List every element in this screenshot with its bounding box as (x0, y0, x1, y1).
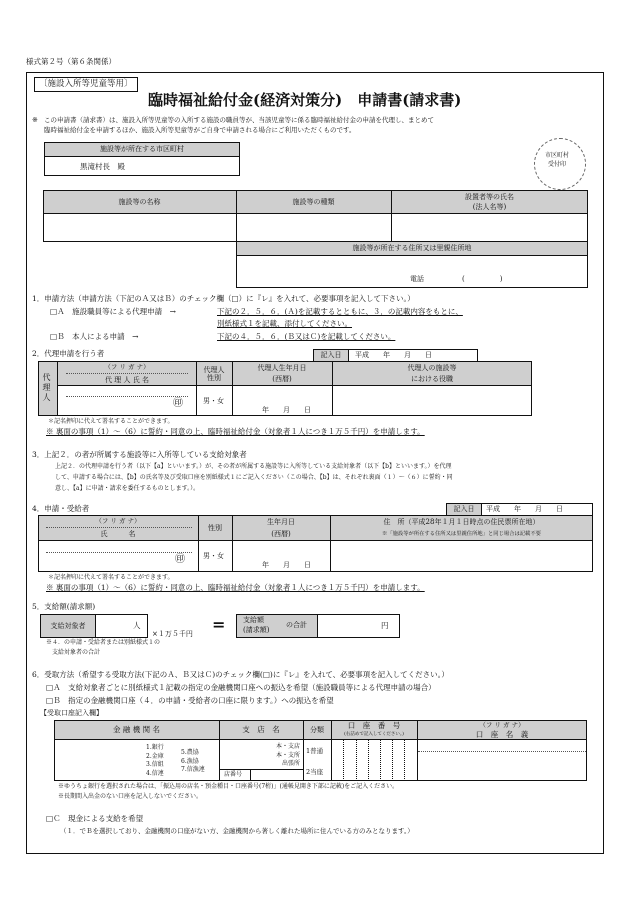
facility-owner-header-1: 設置者等の氏名 (465, 192, 514, 201)
applicant-address-header: 住 所（平成28年１月１日時点の住民票所在地） (383, 518, 540, 527)
dormant-note: ※長期間入出金のない口座を記入しないでください。 (58, 793, 203, 800)
target-count-label: 支給対象者 (40, 614, 96, 638)
multiplier: ×１万５千円 (152, 630, 193, 638)
section6-title: 6．受取方法（希望する受取方法(下記のＡ、Ｂ又はＣ)のチェック欄(□)に『レ』を入れて、必要事項を記入してください。） (32, 670, 449, 679)
applicant-name-field[interactable] (39, 542, 197, 571)
option-a-checkbox[interactable]: □Ａ 施設職員等による代理申請 → (50, 307, 176, 316)
agent-name-header: 代 理 人 氏 名 (105, 375, 149, 384)
bank-type-5: 5.農協 (181, 749, 199, 756)
agent-seal-note: ＊記名押印に代えて署名することができます。 (48, 418, 174, 425)
intro-line-1: この申請書（請求書）は、施設入所等児童等の入所する施設の職員等が、当該児童等に係る臨時福祉給付金の申請を代理し、まとめて (44, 116, 434, 124)
category-label: 〔施設入所等児童等用〕 (34, 77, 138, 92)
option-b-checkbox[interactable]: □Ｂ 本人による申請 → (50, 332, 139, 341)
municipality-header: 施設等が所在する市区町村 (44, 142, 240, 157)
applicant-birth-value[interactable]: 年 月 日 (262, 561, 311, 569)
intro-line-2: 臨時福祉給付金を申請するほか、施設入所等児童等がご自身で申請される場合にご利用いただくものです。 (44, 126, 356, 134)
section3-line-3: 意し、【a】に申請・請求を委任するものとします。）。 (55, 485, 200, 492)
yen-unit: 円 (381, 621, 389, 630)
stamp-line-2: 受付印 (548, 161, 567, 168)
applicant-name-header: 氏 名 (100, 529, 136, 538)
section4-title: 4．申請・受給者 (32, 504, 90, 513)
agent-birth-header-2: (西暦) (272, 374, 292, 383)
section1-title: 1．申請方法（申請方法（下記のＡ又はＢ）のチェック欄（□）に『レ』を入れて、必要事項を記入して下さい。） (32, 294, 415, 303)
applicant-birth-header-2: (西暦) (271, 529, 291, 538)
total-label: の合計 (286, 621, 307, 629)
municipality-value: 黒滝村長 殿 (80, 162, 125, 171)
municipality-field[interactable] (44, 156, 240, 176)
account-number-header: 口 座 番 号 (347, 720, 401, 730)
bank-type-7: 7.信漁連 (181, 766, 205, 774)
account-type-ordinary[interactable]: 1普通 (306, 747, 324, 755)
account-type-header: 分類 (310, 725, 324, 734)
phone-label: 電話 (410, 275, 424, 283)
agent-seal-mark: ㊞ (173, 398, 183, 409)
bank-types-right (181, 749, 205, 775)
facility-address-header: 施設等が所在する住所又は里親住所地 (236, 241, 588, 256)
agent-gender-header: 代理人性別 (203, 365, 225, 382)
equals-sign: = (212, 615, 226, 634)
bank-type-3: 3.信組 (146, 761, 164, 769)
branch-type-2: 本・支所 (276, 751, 301, 759)
receive-option-b[interactable]: □Ｂ 指定の金融機関口座（４．の申請・受給者の口座に限ります。）への振込を希望 (46, 696, 334, 705)
intro-mark: ※ (32, 116, 38, 124)
branch-code-field[interactable] (251, 770, 302, 780)
option-b-text: 下記の４．５．６．(Ｂ又はＣ)を記載してください。 (217, 332, 396, 341)
applicant-seal-note: ＊記名押印に代えて署名することができます。 (48, 574, 174, 581)
bank-types-left (146, 744, 164, 779)
agent-role-header-2: における役職 (411, 374, 453, 383)
agent-birth-header-1: 代理人生年月日 (257, 363, 307, 372)
branch-type-3: 出張所 (282, 760, 301, 768)
bank-type-6: 6.漁協 (181, 757, 199, 765)
applicant-seal-mark: ㊞ (175, 554, 185, 565)
facility-type-header: 施設等の種類 (292, 197, 335, 206)
bank-type-1: 1.銀行 (146, 744, 164, 751)
receive-option-c-note: （１．でＢを選択しており、金融機関の口座がない方、金融機関から著しく離れた場所に住んでいる方のみとなります。） (60, 827, 414, 835)
section4-date-field[interactable]: 平成 年 月 日 (481, 503, 593, 516)
holder-name-field[interactable] (418, 741, 586, 780)
branch-name-field[interactable] (220, 741, 274, 769)
receive-option-c[interactable]: □Ｃ 現金による支給を希望 (46, 814, 144, 823)
account-number-field[interactable] (332, 741, 416, 780)
applicant-birth-header-1: 生年月日 (267, 517, 295, 526)
branch-code-label: 店番号 (224, 771, 243, 778)
applicant-address-field[interactable] (331, 542, 592, 571)
agent-role-field[interactable] (333, 387, 531, 415)
amount-label-1: 支給額 (243, 616, 264, 624)
holder-furigana-header: （フ リ ガ ナ） (479, 720, 525, 729)
holder-name-header: 口 座 名 義 (475, 729, 529, 739)
bank-type-2: 2.金庫 (146, 752, 164, 760)
agent-gender-value[interactable]: 男・女 (203, 397, 224, 405)
section3-line-2: して、申請する場合には、【b】の氏名等及び受取口座を別紙様式１にご記入ください（この場合、【b】は、それぞれ裏面（１）～（６）に誓約・同 (55, 474, 453, 481)
page-title: 臨時福祉給付金(経済対策分) 申請書(請求書) (148, 91, 462, 109)
option-a-text-1: 下記の２．５．６．(Ａ)を記載するとともに、３．の記載内容をもとに、 (217, 307, 463, 316)
option-a-text-2: 別紙様式１を記載、添付してください。 (217, 319, 352, 328)
applicant-gender-header: 性別 (208, 524, 222, 533)
section3-line-1: 上記２．の代理申請を行う者（以下【a】といいます。）が、その者が所属する施設等に入所等している支給対象者（以下【b】といいます。）を代理 (55, 463, 452, 470)
applicant-pledge: ※ 裏面の事項（1）～（6）に誓約・同意の上、臨時福祉給付金（対象者１人につき１万５千円）を申請します。 (46, 583, 425, 592)
section3-title: 3．上記２．の者が所属する施設等に入所等している支給対象者 (32, 450, 247, 459)
agent-side-label: 代理人 (42, 373, 51, 403)
account-number-note: (右詰めで記入してください。) (344, 732, 404, 738)
account-heading: 【受取口座記入欄】 (40, 709, 103, 717)
section5-note-2: 支給対象者の合計 (52, 649, 101, 656)
applicant-gender-value[interactable]: 男・女 (203, 552, 224, 560)
agent-furigana-header: （フ リ ガ ナ） (104, 362, 150, 371)
amount-label-2: (請求額) (243, 626, 270, 634)
branch-type-1: 本・支店 (276, 743, 301, 750)
branch-types (276, 743, 300, 769)
bank-name-header: 金 融 機 関 名 (112, 724, 161, 734)
facility-name-header: 施設等の名称 (118, 197, 161, 206)
form-number: 様式第２号（第６条関係） (26, 57, 116, 66)
applicant-furigana-header: （フ リ ガ ナ） (95, 516, 141, 525)
facility-address-field[interactable] (236, 255, 588, 288)
account-type-current[interactable]: 2当座 (306, 768, 324, 776)
agent-pledge: ※ 裏面の事項（1）～（6）に誓約・同意の上、臨時福祉給付金（対象者１人につき１万５千円）を申請します。 (46, 427, 425, 436)
section5-title: 5．支給額(請求額) (32, 602, 96, 611)
receive-option-a[interactable]: □Ａ 支給対象者ごとに別紙様式１記載の指定の金融機関口座への振込を希望（施設職員等による代理申請の場合） (46, 683, 436, 692)
agent-birth-value[interactable]: 年 月 日 (262, 406, 311, 414)
bank-type-4: 4.信連 (146, 770, 164, 778)
applicant-address-note: ※「施設等が所在する住所又は里親住所地」と同じ場合は記載不要 (382, 530, 541, 537)
stamp-line-1: 市区町村 (545, 152, 570, 159)
agent-role-header-1: 代理人の施設等 (407, 363, 457, 372)
unit-person: 人 (133, 621, 141, 630)
facility-owner-header-2: (法人名等) (472, 203, 507, 212)
facility-input-row[interactable] (43, 213, 588, 242)
phone-parens[interactable]: ( ) (462, 275, 503, 283)
section2-date-label: 記入日 (313, 349, 349, 362)
branch-name-header: 支 店 名 (242, 724, 280, 734)
section2-date-field[interactable]: 平成 年 月 日 (348, 349, 478, 362)
yucho-note: ※ゆうちょ銀行を選択された場合は、「振込用の店名・預金種目・口座番号(7桁)」(通帳見開き下部に記載)をご記入ください。 (58, 783, 399, 790)
section4-date-label: 記入日 (446, 503, 482, 516)
section2-title: 2．代理申請を行う者 (32, 349, 105, 358)
bank-name-field[interactable] (55, 741, 139, 780)
section5-note-1: ※４．の申請・受給者または別紙様式１の (46, 639, 161, 646)
